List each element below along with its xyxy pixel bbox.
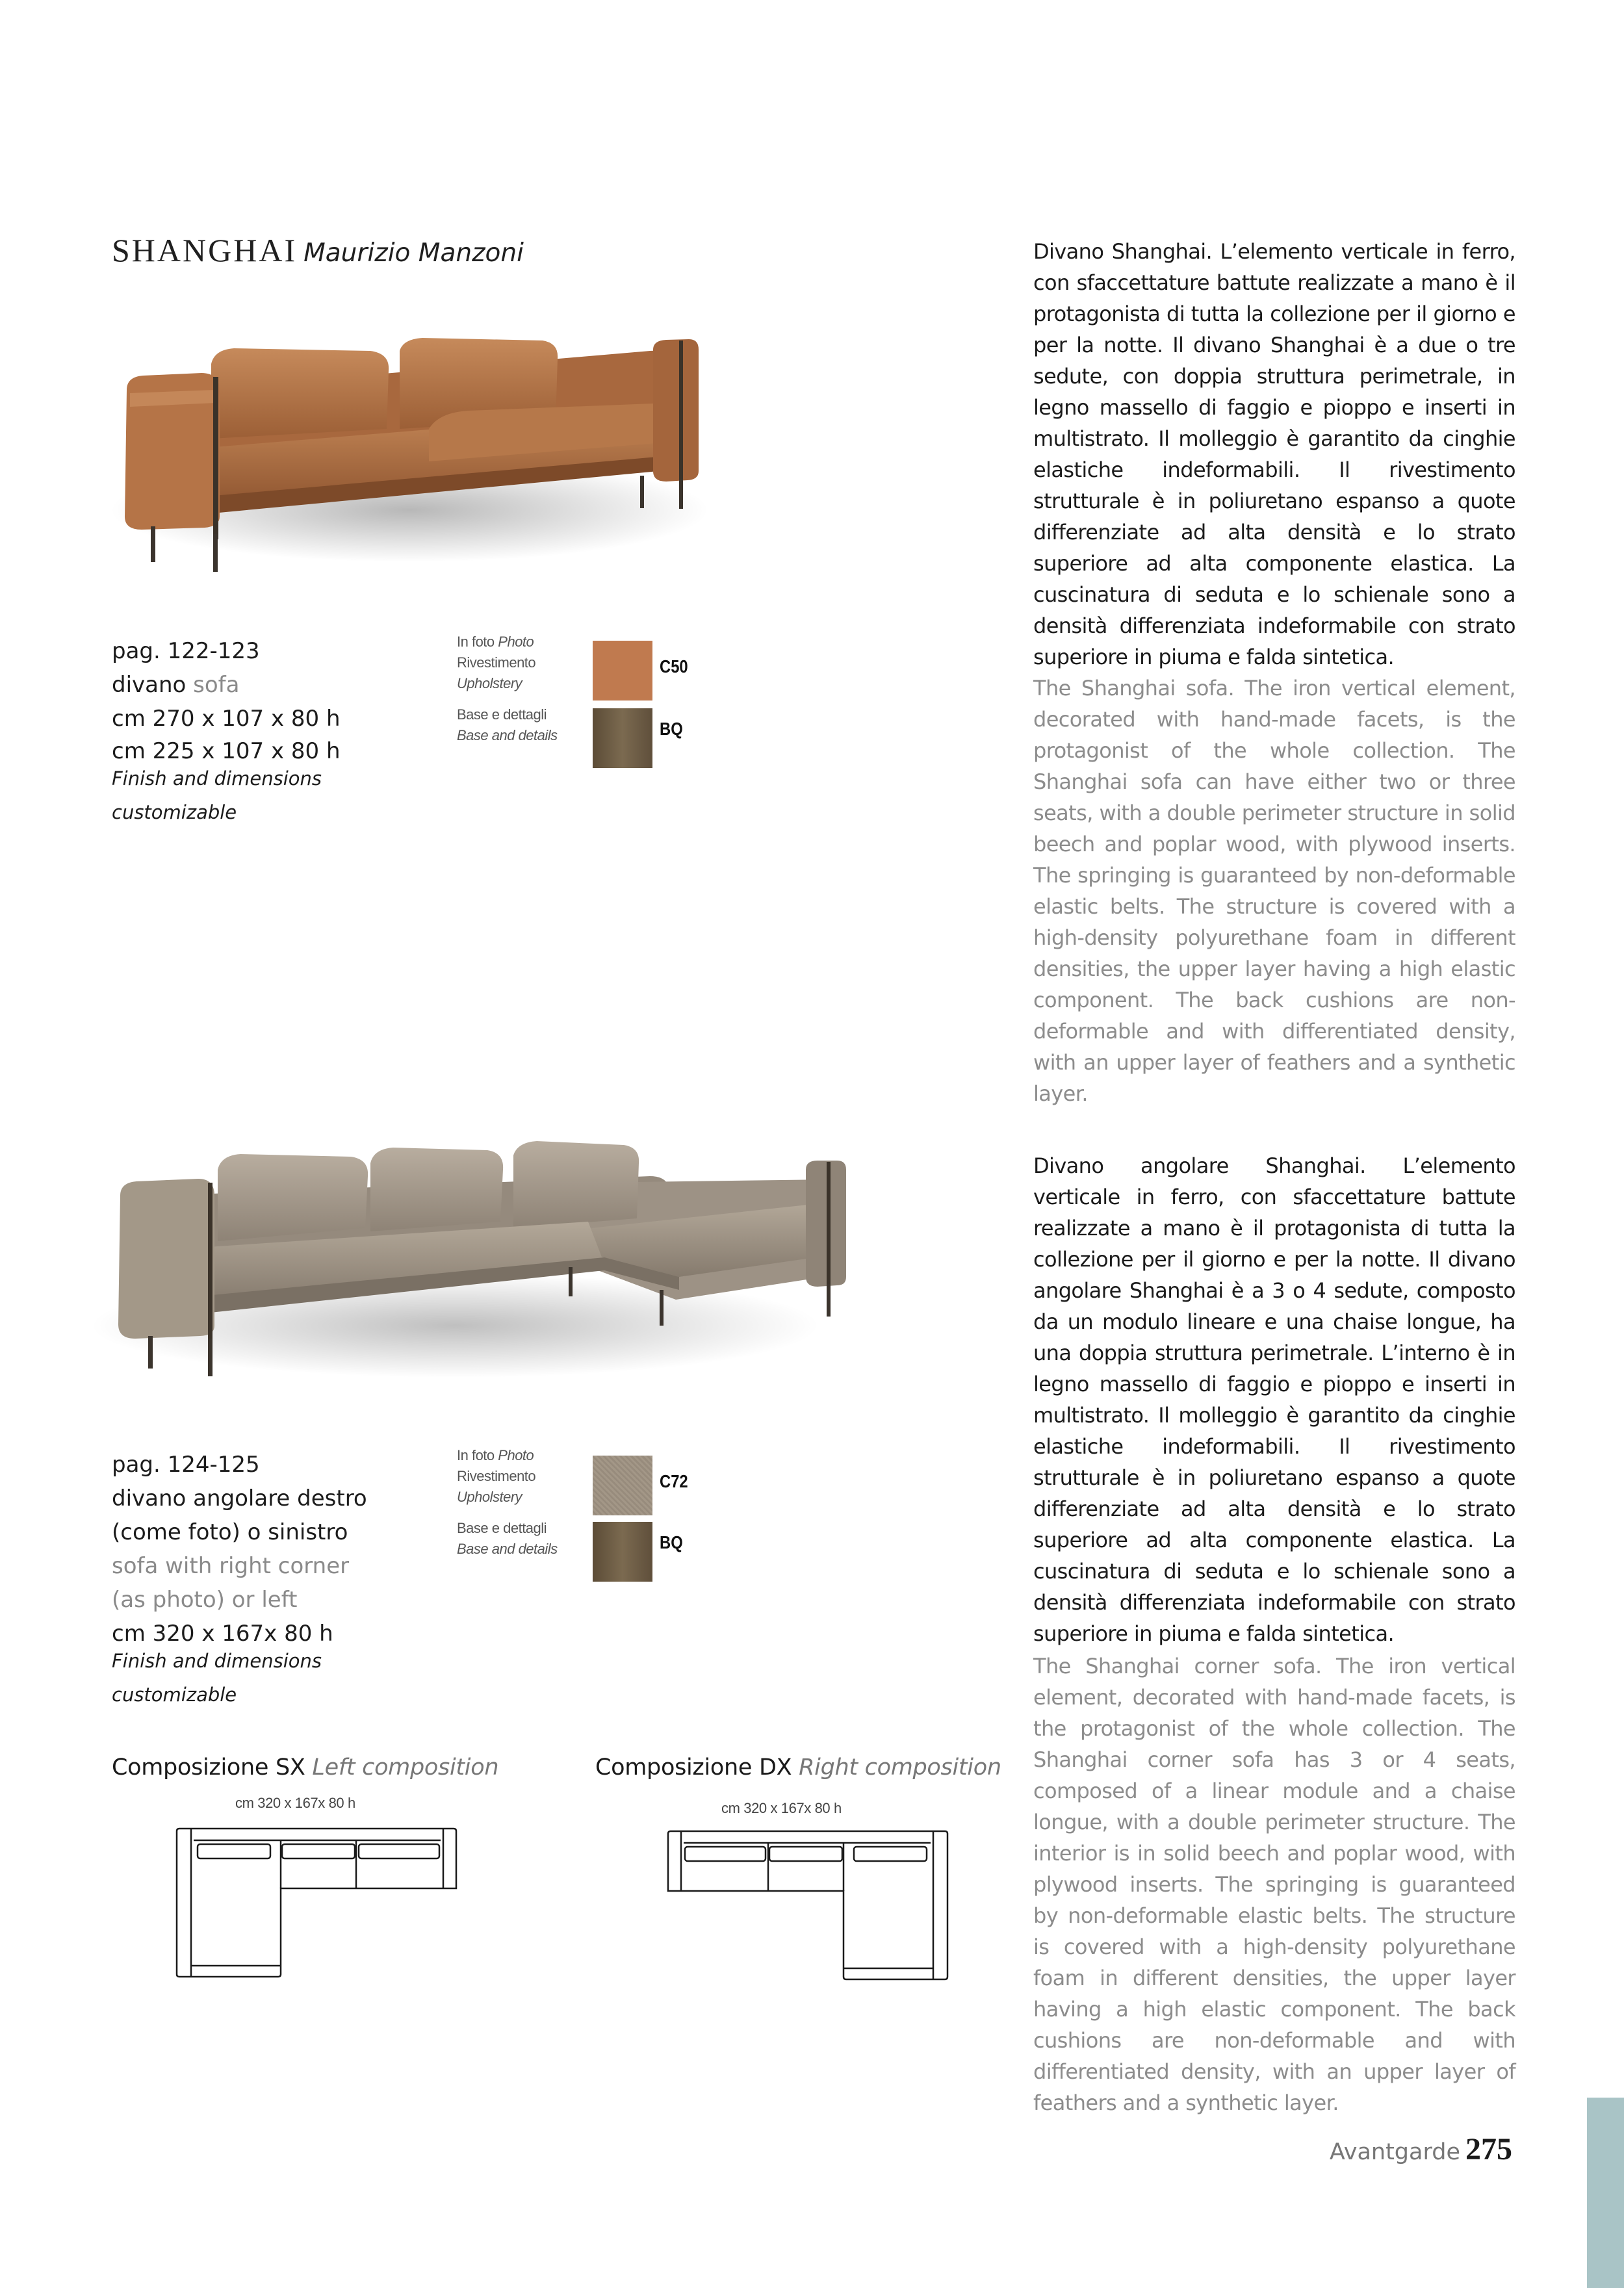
designer-name: Maurizio Manzoni xyxy=(303,238,524,268)
dimension-line: cm 225 x 107 x 80 h xyxy=(112,738,341,764)
dimension-line: cm 320 x 167x 80 h xyxy=(112,1621,333,1647)
sofa-photo xyxy=(65,331,715,578)
customizable-note: Finish and dimensions xyxy=(112,767,322,790)
finish-legend xyxy=(457,632,587,746)
left-composition-diagram xyxy=(174,1826,460,1982)
page-number: 275 xyxy=(1465,2132,1512,2166)
legend-upholstery-en: Upholstery xyxy=(457,675,522,691)
description-en: The Shanghai corner sofa. The iron vertical element, decorated with hand-made facets, is the protagonist of the whole collection. The Shanghai corner sofa has 3 or 4 seats, composed of a linear module and a chaise longue, with a double perimeter structure. The interior is in solid beech and poplar wood, with plywood inserts. The springing is guaranteed by non-deformable elastic belts. The structure is covered with a high-density polyurethane foam in different densities, the upper layer having a high elastic component. The back cushions are non-deformable and with differentiated density, with an upper layer of feathers and a synthetic layer. xyxy=(1033,1654,1515,2115)
product-name-en: sofa with right corner xyxy=(112,1553,350,1579)
composition-label-en: Right composition xyxy=(799,1755,1001,1780)
product-name-it: (come foto) o sinistro xyxy=(112,1519,348,1545)
product-name-it: divano xyxy=(112,672,187,698)
description-it: Divano Shanghai. L’elemento verticale in ferro, con sfaccettature battute realizzate a mano è il protagonista di tutta la collezione per il giorno e per la notte. Il divano Shanghai è a due o tre sedute, con doppia struttura perimetrale, in legno massello di faggio e pioppo e inserti in multistrato. Il molleggio è garantito da cinghie elastiche indeformabili. Il rivestimento strutturale è in poliuretano espanso a quote differenziate ad alta densità e lo strato superiore ad alta componente elastica. La cuscinatura di seduta e lo schienale sono a densità differenziata indeformabile con strato superiore in piuma e falda sintetica. xyxy=(1033,239,1515,669)
finish-swatch xyxy=(593,708,652,768)
composition-left-title xyxy=(112,1755,498,1780)
finish-legend xyxy=(457,1445,587,1560)
dimension-line: cm 270 x 107 x 80 h xyxy=(112,706,341,732)
finish-swatch xyxy=(593,1456,652,1515)
product-name-en: sofa xyxy=(193,672,240,698)
finish-code: C72 xyxy=(660,1471,688,1491)
product-info-corner-sofa xyxy=(112,1448,476,1712)
right-composition-diagram xyxy=(664,1829,950,1985)
composition-right-title xyxy=(595,1755,1001,1780)
legend-photo-en: Photo xyxy=(498,634,534,650)
composition-label-it: Composizione DX xyxy=(595,1755,792,1780)
legend-base-en: Base and details xyxy=(457,1541,558,1557)
finish-swatch xyxy=(593,1522,652,1582)
legend-base-it: Base e dettagli xyxy=(457,706,547,723)
finish-code: C50 xyxy=(660,656,688,676)
page-ref: pag. 124-125 xyxy=(112,1452,260,1478)
composition-label-it: Composizione SX xyxy=(112,1755,305,1780)
composition-label-en: Left composition xyxy=(312,1755,499,1780)
catalog-section: Avantgarde xyxy=(1329,2139,1460,2165)
corner-sofa-photo xyxy=(91,1131,858,1391)
product-name xyxy=(112,668,411,702)
page-ref: pag. 122-123 xyxy=(112,638,260,664)
customizable-note: customizable xyxy=(112,801,237,823)
customizable-note: Finish and dimensions xyxy=(112,1650,322,1672)
finish-code: BQ xyxy=(660,719,683,739)
page-title xyxy=(112,231,524,269)
description-en: The Shanghai sofa. The iron vertical element, decorated with hand-made facets, is the protagonist of the whole collection. The Shanghai sofa can have either two or three seats, with a double perimeter structure in solid beech and poplar wood, with plywood inserts. The springing is guaranteed by non-deformable elastic belts. The structure is covered with a high-density polyurethane foam in different densities, the upper layer having a high elastic component. The back cushions are non-deformable and with differentiated density, with an upper layer of feathers and a synthetic layer. xyxy=(1033,676,1515,1106)
finish-code: BQ xyxy=(660,1532,683,1552)
collection-name: SHANGHAI xyxy=(112,232,298,268)
legend-upholstery-it: Rivestimento xyxy=(457,1468,536,1484)
page-footer xyxy=(1330,2131,1512,2167)
composition-dimensions: cm 320 x 167x 80 h xyxy=(235,1795,355,1811)
product-name-en: (as photo) or left xyxy=(112,1587,298,1613)
product-info-sofa xyxy=(112,634,411,829)
description-it: Divano angolare Shanghai. L’elemento verticale in ferro, con sfaccettature battute realizzate a mano è il protagonista di tutta la collezione per il giorno e per la notte. Il divano angolare Shanghai è a 3 o 4 sedute, composto da un modulo lineare e una chaise longue, ha una doppia struttura perimetrale. L’interno è in legno massello di faggio e pioppo e inserti in multistrato. Il molleggio è garantito da cinghie elastiche indeformabili. Il rivestimento strutturale è in poliuretano espanso a quote differenziate ad alta densità e lo strato superiore ad alta componente elastica. La cuscinatura di seduta e lo schienale sono a densità differenziata indeformabile con strato superiore in piuma e falda sintetica. xyxy=(1033,1153,1515,1646)
legend-upholstery-it: Rivestimento xyxy=(457,654,536,671)
legend-photo-it: In foto xyxy=(457,634,495,650)
section-tab xyxy=(1587,2098,1624,2288)
customizable-note: customizable xyxy=(112,1684,237,1706)
legend-photo-it: In foto xyxy=(457,1447,495,1463)
legend-base-it: Base e dettagli xyxy=(457,1520,547,1536)
composition-dimensions: cm 320 x 167x 80 h xyxy=(721,1800,842,1816)
legend-photo-en: Photo xyxy=(498,1447,534,1463)
legend-upholstery-en: Upholstery xyxy=(457,1489,522,1505)
product-name-it: divano angolare destro xyxy=(112,1485,367,1511)
legend-base-en: Base and details xyxy=(457,727,558,743)
finish-swatch xyxy=(593,641,652,701)
